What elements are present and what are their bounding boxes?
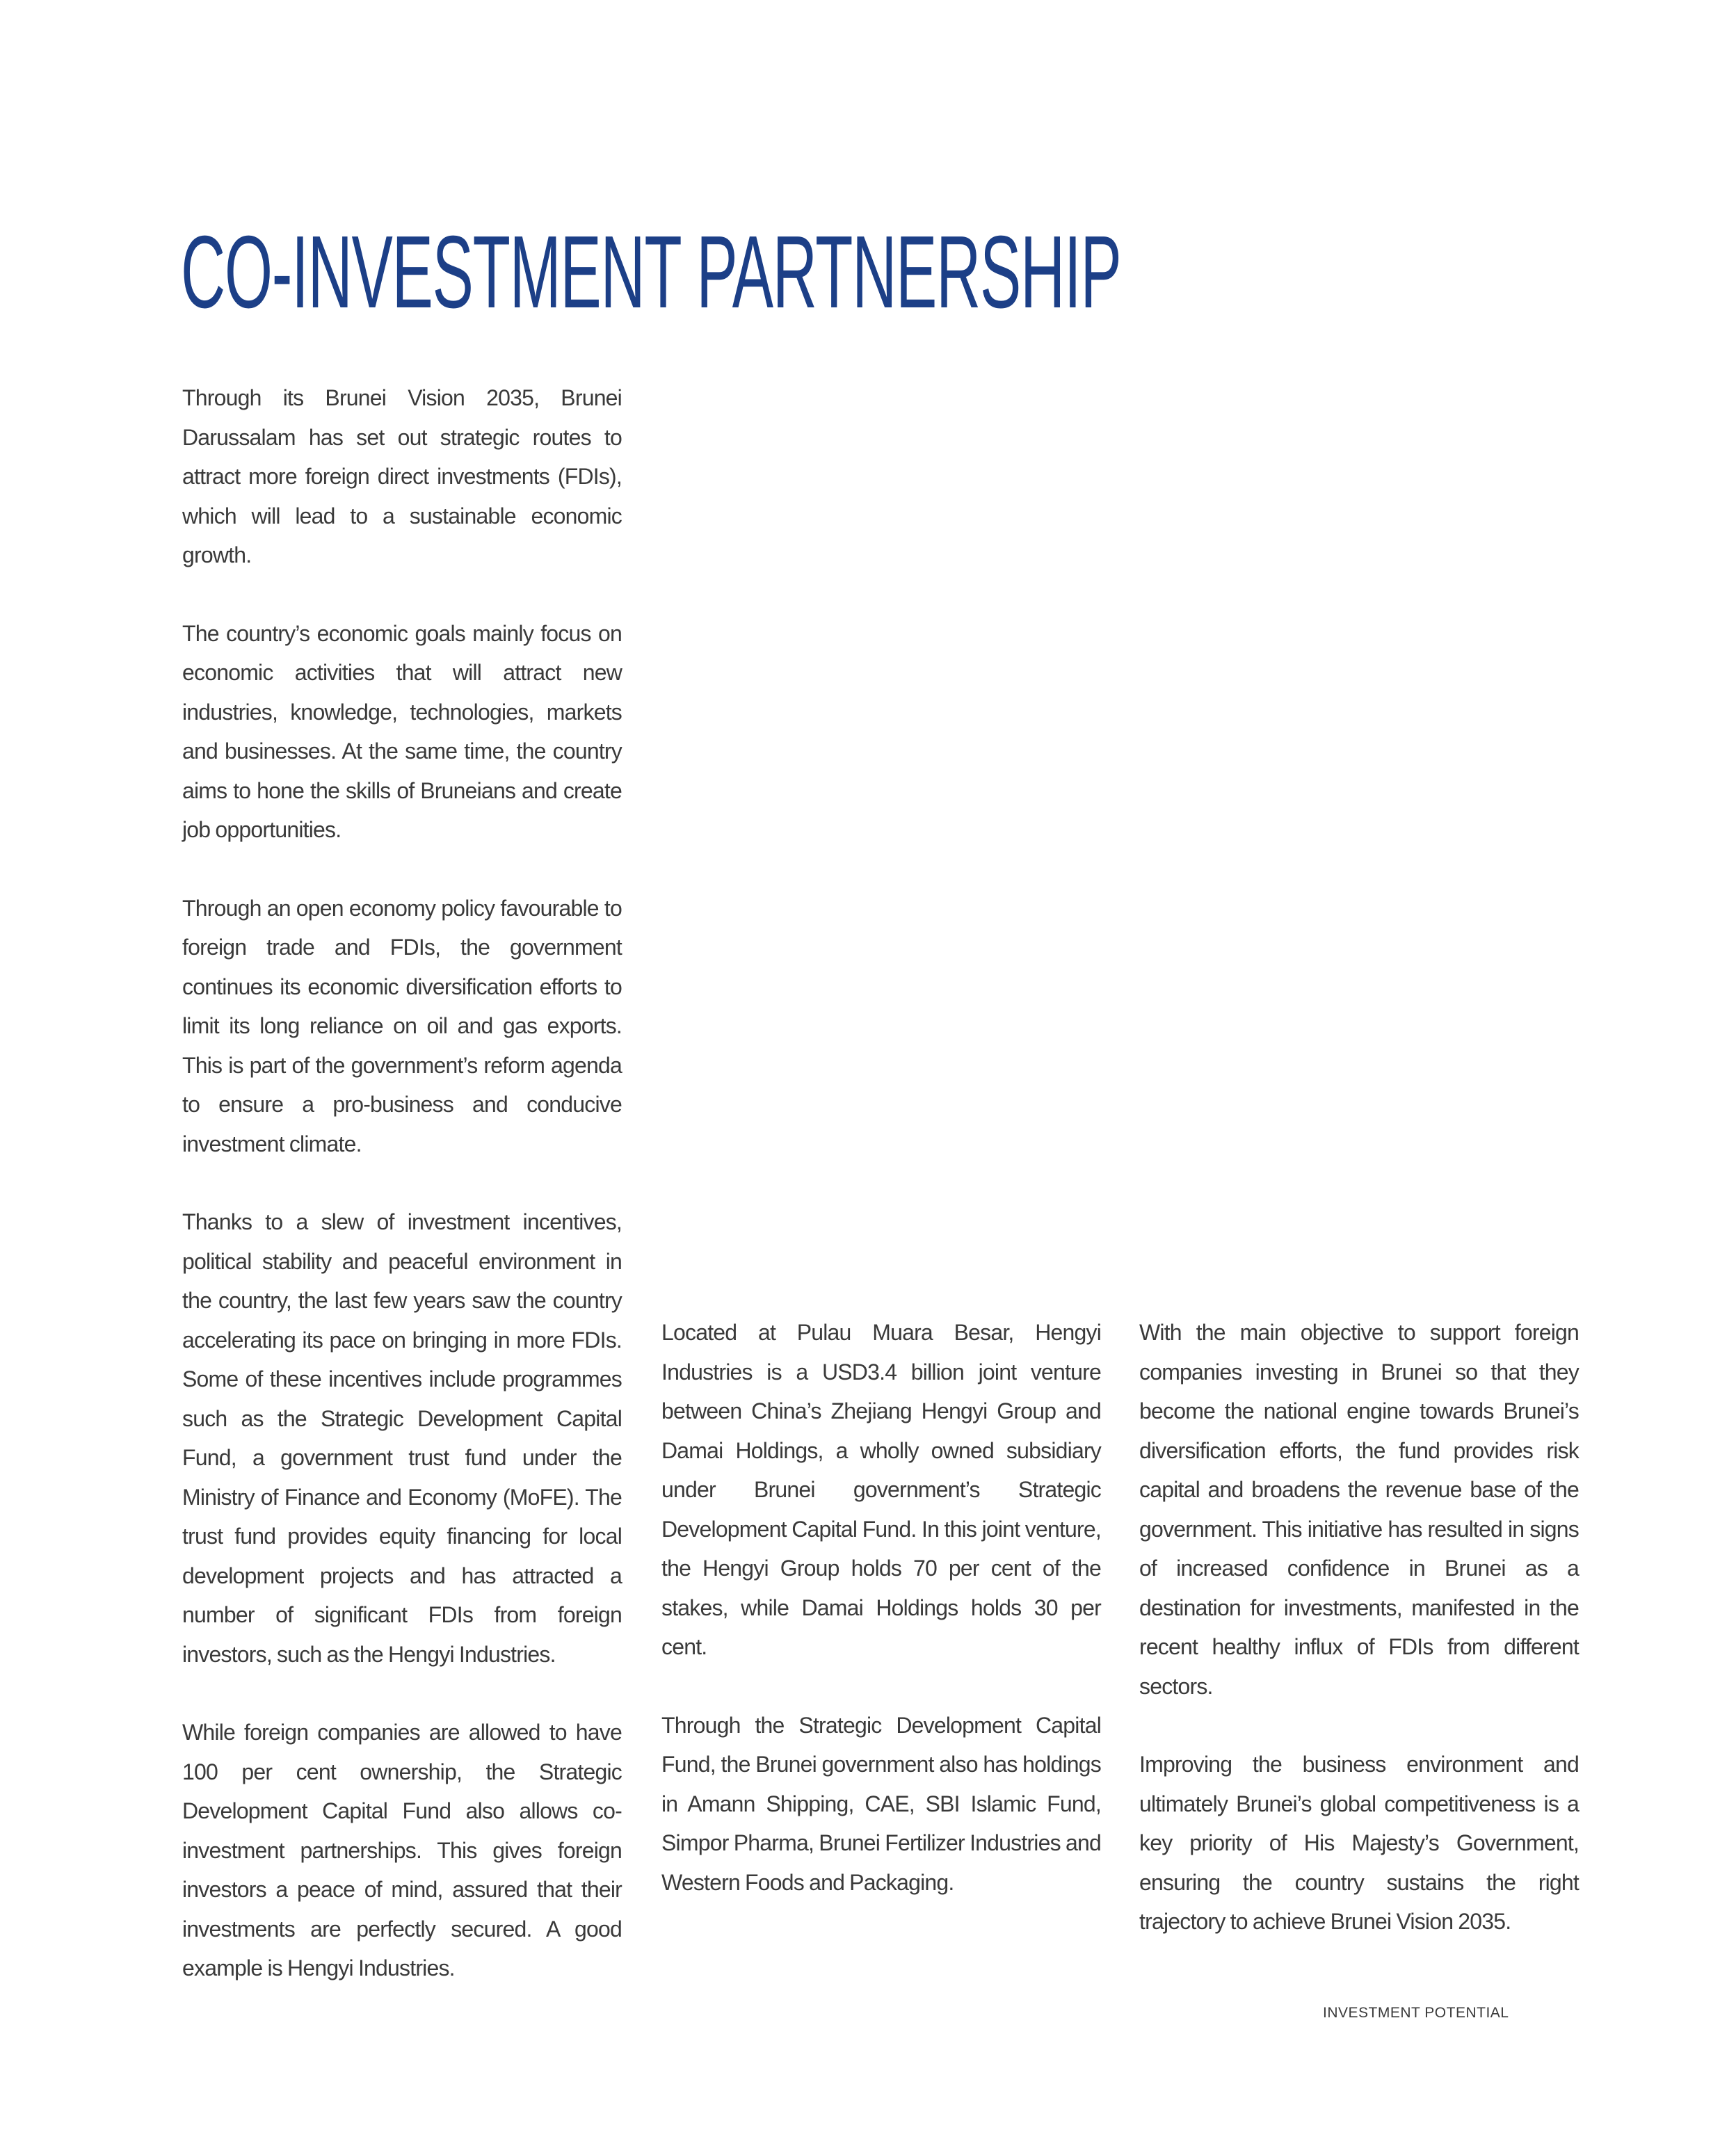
paragraph: Through its Brunei Vision 2035, Brunei Darussalam has set out strategic routes to attract more foreign direct investments (FDIs), which will lead to a sustainable economic growth. [182,385,622,567]
text-column-3 [1139,1313,1579,1942]
paragraph: Thanks to a slew of investment incentives, political stability and peaceful environment in the country, the last few years saw the country accelerating its pace on bringing in more FDIs. Some of these incentives include programmes such as the Strategic Development Capital Fund, a government trust fund under the Ministry of Finance and Economy (MoFE). The trust fund provides equity financing for local development projects and has attracted a number of significant FDIs from foreign investors, such as the Hengyi Industries. [182,1209,622,1667]
paragraph: Improving the business environment and ultimately Brunei’s global competitiveness is a key priority of His Majesty’s Government, ensuring the country sustains the right trajectory to achieve Brunei Vision 2035. [1139,1752,1579,1934]
paragraph: The country’s economic goals mainly focus on economic activities that will attract new industries, knowledge, technologies, markets and businesses. At the same time, the country aims to hone the skills of Bruneians and create job opportunities. [182,620,622,842]
paragraph: While foreign companies are allowed to have 100 per cent ownership, the Strategic Development Capital Fund also allows co-investment partnerships. This gives foreign investors a peace of mind, assured that their investments are perfectly secured. A good example is Hengyi Industries. [182,1720,622,1980]
paragraph: With the main objective to support foreign companies investing in Brunei so that they become the national engine towards Brunei’s diversification efforts, the fund provides risk capital and broadens the revenue base of the government. This initiative has resulted in signs of increased confidence in Brunei as a destination for investments, manifested in the recent healthy influx of FDIs from different sectors. [1139,1320,1579,1699]
text-column-2 [661,1313,1101,1902]
paragraph: Through an open economy policy favourable to foreign trade and FDIs, the government continues its economic diversification efforts to limit its long reliance on oil and gas exports. This is part of the government’s reform agenda to ensure a pro-business and conducive investment climate. [182,895,622,1156]
paragraph: Located at Pulau Muara Besar, Hengyi Industries is a USD3.4 billion joint venture between China’s Zhejiang Hengyi Group and Damai Holdings, a wholly owned subsidiary under Brunei government’s Strategic Development Capital Fund. In this joint venture, the Hengyi Group holds 70 per cent of the stakes, while Damai Holdings holds 30 per cent. [661,1320,1101,1659]
paragraph: Through the Strategic Development Capital Fund, the Brunei government also has holdings in Amann Shipping, CAE, SBI Islamic Fund, Simpor Pharma, Brunei Fertilizer Industries and Western Foods and Packaging. [661,1712,1101,1895]
page-title: CO-INVESTMENT PARTNERSHIP [181,215,1121,330]
footer-section-label: INVESTMENT POTENTIAL [1323,2005,1509,2021]
text-column-1 [182,378,622,1988]
